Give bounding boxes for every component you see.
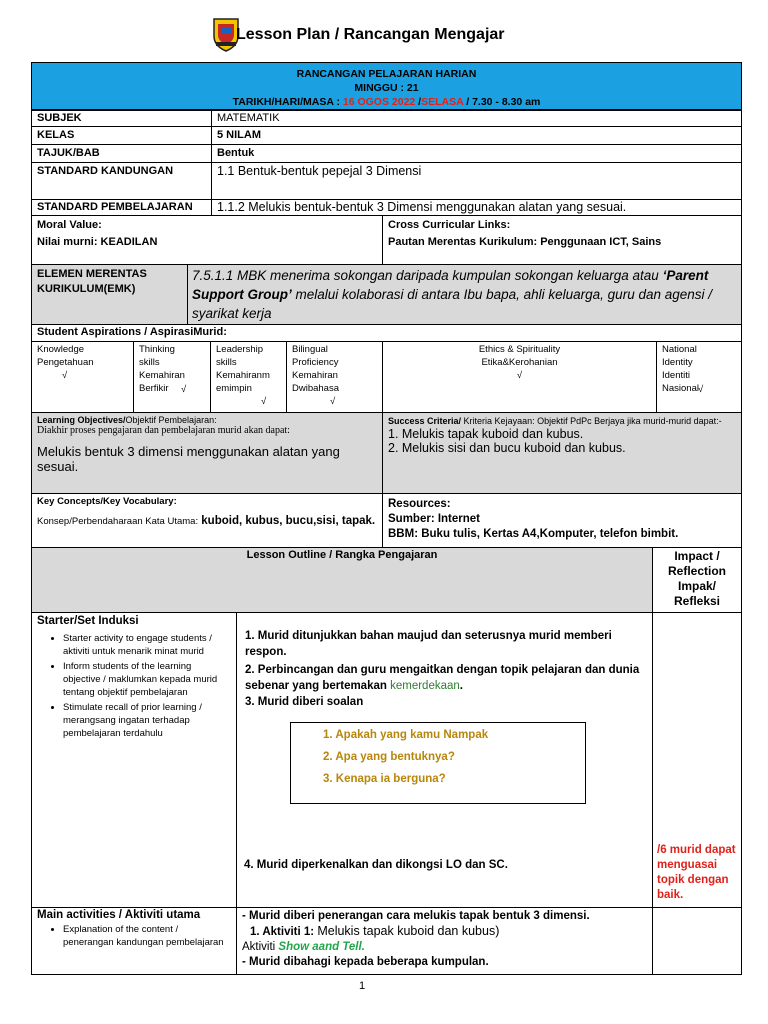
resources-title: Resources: [388, 498, 451, 510]
topic-label: TAJUK/BAB [37, 147, 100, 159]
reflection-cell [652, 612, 742, 908]
concepts-value: kuboid, kubus, bucu,sisi, tapak. [198, 515, 376, 527]
aspirations-title: Student Aspirations / AspirasiMurid: [37, 326, 227, 338]
aspiration-thinking-mark: √ [181, 384, 187, 395]
success-item-1: 1. Melukis tapak kuboid dan kubus. [388, 427, 584, 441]
content-std-label-cell [31, 162, 212, 200]
emk-text-end: melalui kolaborasi di antara Ibu bapa, ahli keluarga, guru dan agensi / syarikat kerja [192, 287, 713, 321]
learning-std-label: STANDARD PEMBELAJARAN [37, 201, 193, 213]
topic-label-cell [31, 144, 212, 163]
moral-cell [31, 215, 383, 265]
aspiration-thinking-name: Thinking skills Kemahiran Berfikir [139, 344, 185, 394]
objectives-title-b: Objektif Pembelajaran: [125, 415, 217, 425]
impact-title-cell [652, 547, 742, 613]
starter-bullets [37, 632, 231, 740]
starter-bullet: • Inform students of the learning objective / maklumkan kepada murid tentang objektif pembelajaran [63, 660, 231, 699]
starter-step-2: 2. Perbincangan dan guru mengaitkan dengan topik pelajaran dan dunia sebenar yang bertemakan [245, 664, 640, 692]
date-label: TARIKH/HARI/MASA : [232, 96, 340, 108]
objectives-text: Melukis bentuk 3 dimensi menggunakan alatan yang sesuai. [37, 444, 340, 474]
concepts-cell [31, 493, 383, 548]
emk-text-cell [187, 264, 742, 325]
starter-step-3: 3. Murid diberi soalan [245, 696, 364, 708]
subject-value: MATEMATIK [217, 112, 280, 124]
aspiration-bilingual-name: Bilingual Proficiency Kemahiran Dwibahasa [292, 344, 339, 394]
reflection-text: /6 murid dapat menguasai topik dengan baik. [657, 844, 736, 901]
starter-step-4: 4. Murid diperkenalkan dan dikongsi LO dan SC. [244, 859, 508, 871]
aspiration-thinking [133, 341, 211, 413]
main-left-cell [31, 907, 237, 975]
banner-date-line [32, 95, 741, 109]
objectives-title-a: Learning Objectives/ [37, 415, 126, 425]
topic-value: Bentuk [217, 147, 255, 159]
objectives-intro: Diakhir proses pengajaran dan pembelajaran murid akan dapat: [37, 425, 290, 436]
main-bullet: • Explanation of the content / penerangan kandungan pembelajaran [63, 923, 231, 949]
subject-label: SUBJEK [37, 112, 82, 124]
main-content-cell [236, 907, 653, 975]
main-line-3: Aktiviti [242, 941, 279, 953]
aspiration-ethics-name: Ethics & Spirituality Etika&Kerohanian [478, 344, 561, 368]
time-value: / 7.30 - 8.30 am [466, 96, 541, 108]
emk-text-start: 7.5.1.1 MBK menerima sokongan daripada kumpulan sokongan keluarga atau [192, 268, 663, 283]
learning-std-value: 1.1.2 Melukis bentuk-bentuk 3 Dimensi menggunakan alatan yang sesuai. [217, 200, 627, 214]
success-title-a: Success Criteria/ [388, 416, 462, 426]
banner-week: MINGGU : 21 [354, 82, 419, 94]
emk-text-em: ‘Parent Support Group’ [192, 268, 709, 302]
learning-std-value-cell [211, 199, 742, 216]
day-value: SELASA [421, 96, 464, 108]
cross-title: Cross Curricular Links: [388, 219, 511, 231]
question-box [290, 722, 586, 804]
aspiration-bilingual [286, 341, 383, 413]
class-label-cell [31, 126, 212, 145]
resources-bbm: BBM: Buku tulis, Kertas A4,Komputer, telefon bimbit. [388, 528, 679, 540]
starter-step-1: 1. Murid ditunjukkan bahan maujud dan seterusnya murid memberi respon. [245, 630, 612, 658]
resources-cell [382, 493, 742, 548]
aspirations-title-cell [31, 324, 742, 342]
question-item: 1. Apakah yang kamu Nampak [323, 729, 489, 741]
aspiration-ethics [382, 341, 657, 413]
moral-title: Moral Value: [37, 219, 102, 231]
main-activity-text: Melukis tapak kuboid dan kubus) [317, 924, 500, 938]
moral-value: Nilai murni: KEADILAN [37, 236, 158, 248]
starter-bullet: • Starter activity to engage students / aktiviti untuk menarik minat murid [63, 632, 231, 658]
class-value-cell [211, 126, 742, 145]
slash: / [415, 96, 422, 108]
objectives-cell [31, 412, 383, 494]
learning-std-label-cell [31, 199, 212, 216]
success-cell [382, 412, 742, 494]
aspiration-knowledge [31, 341, 134, 413]
aspiration-leadership-name: Leadership skills Kemahiranm emimpin [216, 344, 270, 394]
topic-value-cell [211, 144, 742, 163]
header-banner [31, 62, 742, 110]
aspiration-bilingual-mark: √ [330, 396, 336, 407]
main-title: Main activities / Aktiviti utama [37, 909, 201, 921]
subject-label-cell [31, 110, 212, 127]
starter-theme: kemerdekaan [390, 680, 460, 692]
date-value: 16 OGOS 2022 [342, 96, 416, 108]
impact-title: Impact / Reflection Impak/ Refleksi [667, 549, 726, 608]
main-line-1: - Murid diberi penerangan cara melukis tapak bentuk 3 dimensi. [242, 910, 590, 922]
main-impact-cell [652, 907, 742, 975]
aspiration-national-mark: √ [698, 384, 704, 395]
outline-title-cell [31, 547, 653, 613]
question-item: 3. Kenapa ia berguna? [323, 773, 446, 785]
aspiration-national-name: National Identity Identiti Nasional [662, 344, 699, 394]
aspiration-leadership-mark: √ [261, 396, 267, 407]
page-number: 1 [359, 980, 366, 992]
content-std-label: STANDARD KANDUNGAN [37, 165, 174, 177]
outline-title: Lesson Outline / Rangka Pengajaran [246, 549, 438, 561]
emk-label-cell [31, 264, 188, 325]
success-item-2: 2. Melukis sisi dan bucu kuboid dan kubus. [388, 441, 626, 455]
starter-left-cell [31, 612, 237, 908]
class-value: 5 NILAM [217, 129, 261, 141]
aspiration-leadership [210, 341, 287, 413]
resources-source: Sumber: Internet [388, 513, 481, 525]
content-std-value-cell [211, 162, 742, 200]
concepts-title: Key Concepts/Key Vocabulary: [37, 496, 177, 507]
cross-cell [382, 215, 742, 265]
success-title-b: Kriteria Kejayaan: Objektif PdPc Berjaya jika murid-murid dapat:- [461, 416, 722, 426]
cross-value: Pautan Merentas Kurikulum: Penggunaan ICT, Sains [388, 236, 662, 248]
subject-value-cell [211, 110, 742, 127]
aspiration-ethics-mark: √ [516, 370, 523, 381]
question-item: 2. Apa yang bentuknya? [323, 751, 455, 763]
aspiration-national [656, 341, 742, 413]
class-label: KELAS [37, 129, 75, 141]
main-activity-label: 1. Aktiviti 1: [250, 926, 318, 938]
aspiration-knowledge-mark: √ [62, 370, 68, 381]
main-line-4: - Murid dibahagi kepada beberapa kumpulan. [242, 956, 489, 968]
emk-label: ELEMEN MERENTAS KURIKULUM(EMK) [37, 268, 147, 295]
main-show-tell: Show aand Tell. [278, 941, 365, 953]
aspiration-knowledge-name: Knowledge Pengetahuan [37, 344, 94, 368]
starter-bullet: • Stimulate recall of prior learning / merangsang ingatan terhadap pembelajaran terdahulu [63, 701, 231, 740]
page-title: Lesson Plan / Rancangan Mengajar [236, 26, 505, 43]
concepts-label: Konsep/Perbendaharaan Kata Utama: [37, 516, 199, 527]
starter-step-2-end: . [459, 680, 463, 692]
starter-title: Starter/Set Induksi [37, 615, 139, 627]
content-std-value: 1.1 Bentuk-bentuk pepejal 3 Dimensi [217, 164, 422, 178]
banner-title: RANCANGAN PELAJARAN HARIAN [296, 68, 477, 80]
